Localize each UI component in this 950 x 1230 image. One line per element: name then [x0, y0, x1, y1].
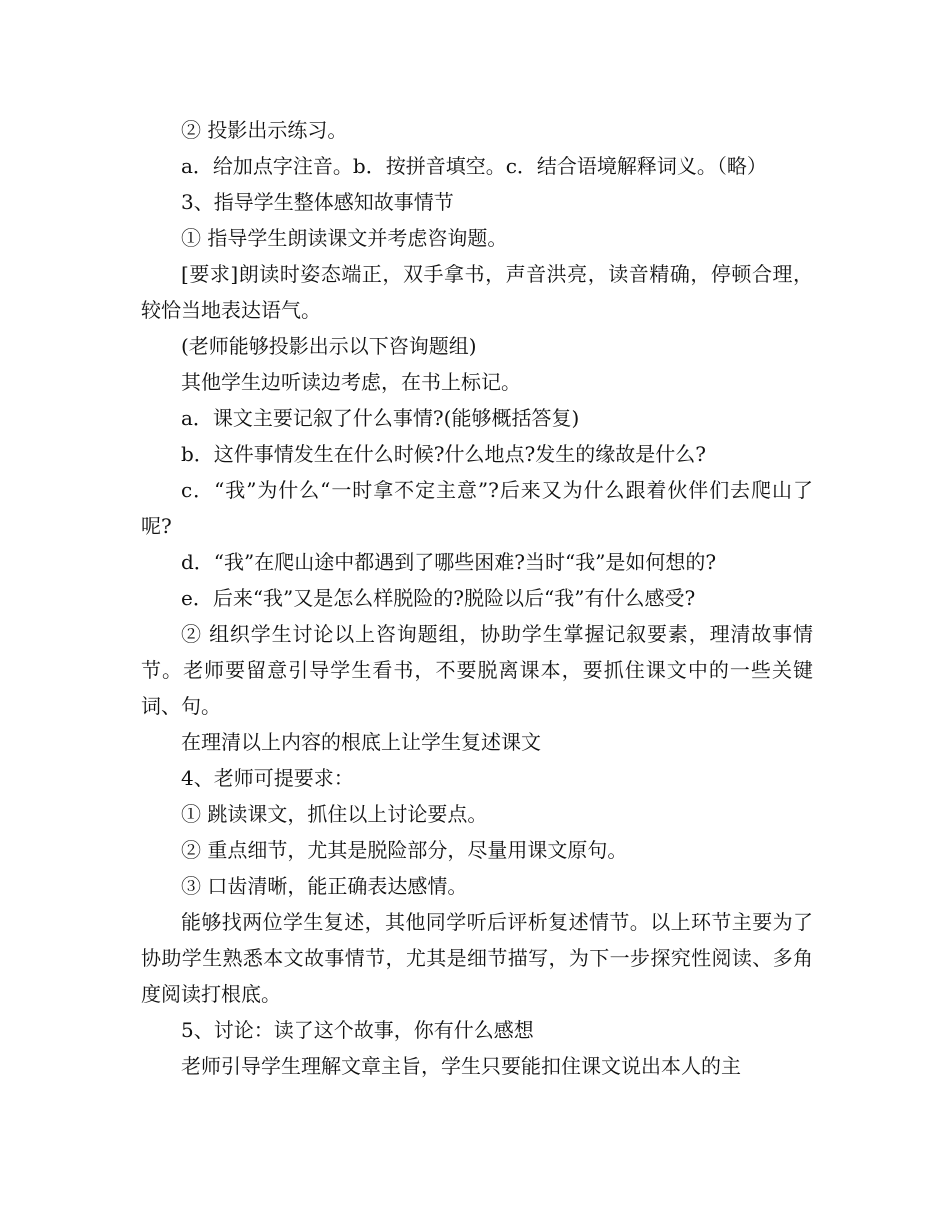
paragraph-step-4-heading: 4、老师可提要求：: [181, 766, 354, 790]
paragraph-exercise-items: a．给加点字注音。b．按拼音填空。c．结合语境解释词义。（略）: [181, 154, 767, 178]
paragraph-theme-guidance: 老师引导学生理解文章主旨，学生只要能扣住课文说出本人的主: [181, 1054, 741, 1078]
paragraph-discussion: ② 组织学生讨论以上咨询题组，协助学生掌握记叙要素，理清故事情节。老师要留意引导学生看书，不要脱离课本，要抓住课文中的一些关键词、句。: [141, 622, 813, 718]
paragraph-step-5-heading: 5、讨论：读了这个故事，你有什么感想: [181, 1018, 534, 1042]
paragraph-exercise-projection: ② 投影出示练习。: [181, 118, 348, 142]
paragraph-question-e: e．后来“我”又是怎么样脱险的?脱险以后“我”有什么感受?: [181, 586, 696, 610]
paragraph-requirement-1: ① 跳读课文，抓住以上讨论要点。: [181, 802, 488, 826]
paragraph-step-3-heading: 3、指导学生整体感知故事情节: [181, 190, 454, 214]
paragraph-question-d: d．“我”在爬山途中都遇到了哪些困难?当时“我”是如何想的?: [181, 550, 717, 574]
paragraph-question-a: a．课文主要记叙了什么事情?(能够概括答复): [181, 406, 580, 430]
paragraph-requirement-2: ② 重点细节，尤其是脱险部分，尽量用课文原句。: [181, 838, 628, 862]
paragraph-listen-and-mark: 其他学生边听读边考虑，在书上标记。: [181, 370, 521, 394]
paragraph-question-b: b．这件事情发生在什么时候?什么地点?发生的缘故是什么?: [181, 442, 706, 466]
paragraph-requirement-3: ③ 口齿清晰，能正确表达感情。: [181, 874, 468, 898]
paragraph-reading-requirements: [要求]朗读时姿态端正，双手拿书，声音洪亮，读音精确，停顿合理，较恰当地表达语气。: [141, 262, 813, 322]
paragraph-retell: 在理清以上内容的根底上让学生复述课文: [181, 730, 541, 754]
document-body: [141, 112, 813, 1084]
paragraph-read-aloud: ① 指导学生朗读课文并考虑咨询题。: [181, 226, 508, 250]
paragraph-retell-evaluation: 能够找两位学生复述，其他同学听后评析复述情节。以上环节主要为了协助学生熟悉本文故事情节，尤其是细节描写，为下一步探究性阅读、多角度阅读打根底。: [141, 910, 813, 1006]
paragraph-projection-note: (老师能够投影出示以下咨询题组): [181, 334, 477, 358]
paragraph-question-c: c．“我”为什么“一时拿不定主意”?后来又为什么跟着伙伴们去爬山了呢?: [141, 478, 813, 538]
